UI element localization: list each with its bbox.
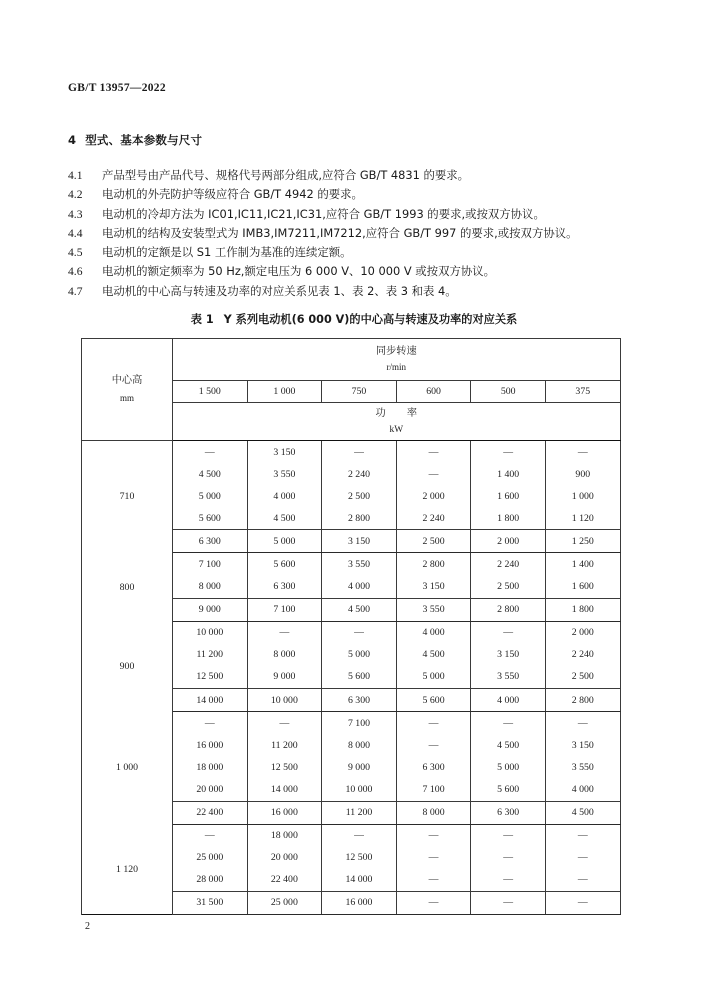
header-rpm-0: 1 500	[173, 381, 248, 403]
power-cell: —	[396, 712, 471, 735]
power-cell: 2 000	[471, 530, 546, 553]
section-heading	[68, 132, 202, 148]
power-cell: —	[396, 463, 471, 485]
clause-4-6	[68, 262, 648, 281]
table-centre-height-speed-power	[81, 338, 621, 915]
table-1-wrapper	[81, 338, 620, 915]
power-cell: 4 500	[173, 463, 248, 485]
header-rpm-1: 1 000	[247, 381, 322, 403]
power-cell: 1 400	[545, 553, 620, 576]
power-cell: 4 500	[396, 644, 471, 666]
power-cell: 5 600	[396, 689, 471, 712]
clause-text: 电动机的结构及安装型式为 IMB3,IM7211,IM7212,应符合 GB/T 997 的要求,或按双方协议。	[102, 225, 578, 240]
power-cell: 7 100	[396, 778, 471, 801]
power-cell: 14 000	[322, 869, 397, 892]
running-head: GB/T 13957—2022	[68, 82, 166, 94]
header-centre-height-title: 中心高	[111, 375, 143, 387]
power-cell: 25 000	[247, 891, 322, 914]
table-row	[82, 824, 621, 847]
power-cell: 16 000	[322, 891, 397, 914]
power-cell: 5 600	[247, 553, 322, 576]
power-cell: 14 000	[173, 689, 248, 712]
power-cell: —	[396, 824, 471, 847]
power-cell: 6 300	[322, 689, 397, 712]
power-cell: 6 300	[173, 530, 248, 553]
power-cell: 9 000	[247, 666, 322, 689]
power-cell: 1 120	[545, 507, 620, 530]
power-cell: 14 000	[247, 778, 322, 801]
power-cell: 20 000	[173, 778, 248, 801]
header-rpm-2: 750	[322, 381, 397, 403]
power-cell: 10 000	[247, 689, 322, 712]
power-cell: 2 500	[322, 485, 397, 507]
power-cell: 2 500	[471, 576, 546, 599]
power-cell: 12 500	[247, 756, 322, 778]
power-cell: —	[471, 621, 546, 644]
table-body	[82, 441, 621, 915]
clause-4-7	[68, 282, 648, 301]
power-cell: 2 800	[396, 553, 471, 576]
power-cell: —	[247, 621, 322, 644]
clause-number: 4.2	[68, 188, 83, 202]
centre-height-value: 900	[82, 621, 173, 711]
power-cell: 2 500	[545, 666, 620, 689]
power-cell: 2 240	[396, 507, 471, 530]
power-cell: 1 600	[471, 485, 546, 507]
power-cell: 9 000	[173, 598, 248, 621]
power-cell: 1 400	[471, 463, 546, 485]
power-cell: 2 800	[322, 507, 397, 530]
power-cell: 18 000	[247, 824, 322, 847]
power-cell: —	[471, 712, 546, 735]
clause-4-3	[68, 205, 648, 224]
power-cell: 2 000	[545, 621, 620, 644]
power-cell: 900	[545, 463, 620, 485]
power-cell: 4 000	[471, 689, 546, 712]
clause-text: 电动机的冷却方法为 IC01,IC11,IC21,IC31,应符合 GB/T 1993 的要求,或按双方协议。	[102, 206, 545, 221]
power-cell: 3 550	[545, 756, 620, 778]
power-cell: 8 000	[173, 576, 248, 599]
clause-4-4	[68, 224, 648, 243]
power-cell: 5 000	[173, 485, 248, 507]
header-sync-speed-unit: r/min	[386, 362, 407, 373]
clause-number: 4.1	[68, 169, 83, 182]
power-cell: 18 000	[173, 756, 248, 778]
power-cell: 2 240	[545, 644, 620, 666]
power-cell: 3 550	[471, 666, 546, 689]
clause-text: 电动机的外壳防护等级应符合 GB/T 4942 的要求。	[102, 187, 363, 202]
power-cell: 8 000	[396, 801, 471, 824]
power-cell: —	[545, 441, 620, 464]
power-cell: —	[545, 712, 620, 735]
power-cell: 12 500	[173, 666, 248, 689]
power-cell: 11 200	[173, 644, 248, 666]
power-cell: 3 150	[247, 441, 322, 464]
power-cell: 6 300	[471, 801, 546, 824]
power-cell: 4 500	[322, 598, 397, 621]
section-title: 型式、基本参数与尺寸	[85, 133, 203, 147]
header-centre-height	[82, 339, 173, 441]
clause-4-1	[68, 166, 648, 185]
clause-4-5	[68, 243, 648, 262]
power-cell: —	[322, 621, 397, 644]
table-caption	[0, 311, 708, 327]
power-cell: 5 600	[322, 666, 397, 689]
power-cell: 1 800	[471, 507, 546, 530]
power-cell: —	[471, 847, 546, 869]
header-centre-height-unit: mm	[119, 392, 134, 403]
power-cell: 11 200	[247, 734, 322, 756]
header-power-unit: kW	[389, 424, 404, 435]
clause-text: 电动机的额定频率为 50 Hz,额定电压为 6 000 V、10 000 V 或按双方协议。	[102, 264, 496, 279]
centre-height-value: 800	[82, 553, 173, 621]
power-cell: 22 400	[173, 801, 248, 824]
centre-height-value: 1 000	[82, 712, 173, 824]
power-cell: 12 500	[322, 847, 397, 869]
clause-4-2	[68, 185, 648, 204]
header-power-title: 功 率	[375, 408, 427, 420]
header-row-speed	[82, 339, 621, 381]
centre-height-value: 710	[82, 441, 173, 553]
power-cell: 4 500	[471, 734, 546, 756]
power-cell: —	[471, 891, 546, 914]
power-cell: 22 400	[247, 869, 322, 892]
page-number: 2	[85, 921, 90, 932]
power-cell: —	[545, 824, 620, 847]
power-cell: 7 100	[247, 598, 322, 621]
power-cell: —	[396, 441, 471, 464]
power-cell: 4 500	[247, 507, 322, 530]
power-cell: 10 000	[322, 778, 397, 801]
clause-number: 4.3	[68, 207, 83, 221]
power-cell: 25 000	[173, 847, 248, 869]
power-cell: 4 000	[247, 485, 322, 507]
power-cell: —	[396, 734, 471, 756]
table-row	[82, 621, 621, 644]
power-cell: 4 000	[545, 778, 620, 801]
power-cell: 1 600	[545, 576, 620, 599]
power-cell: —	[545, 847, 620, 869]
header-power	[173, 403, 621, 441]
power-cell: 3 550	[322, 553, 397, 576]
power-cell: 2 500	[396, 530, 471, 553]
power-cell: 7 100	[173, 553, 248, 576]
power-cell: 3 150	[545, 734, 620, 756]
power-cell: 3 150	[322, 530, 397, 553]
power-cell: 2 240	[471, 553, 546, 576]
header-rpm-5: 375	[545, 381, 620, 403]
clause-text: 电动机的定额是以 S1 工作制为基准的连续定额。	[102, 245, 352, 260]
clause-list	[68, 166, 648, 301]
power-cell: 28 000	[173, 869, 248, 892]
table-caption-text: Y 系列电动机(6 000 V)的中心高与转速及功率的对应关系	[223, 313, 518, 326]
power-cell: —	[173, 824, 248, 847]
power-cell: 7 100	[322, 712, 397, 735]
power-cell: 1 800	[545, 598, 620, 621]
power-cell: 16 000	[173, 734, 248, 756]
power-cell: 31 500	[173, 891, 248, 914]
header-sync-speed	[173, 339, 621, 381]
power-cell: —	[322, 441, 397, 464]
power-cell: 4 500	[545, 801, 620, 824]
power-cell: 20 000	[247, 847, 322, 869]
power-cell: 1 250	[545, 530, 620, 553]
power-cell: 9 000	[322, 756, 397, 778]
power-cell: 5 600	[173, 507, 248, 530]
power-cell: 2 000	[396, 485, 471, 507]
power-cell: 3 150	[471, 644, 546, 666]
power-cell: —	[396, 891, 471, 914]
power-cell: —	[396, 847, 471, 869]
power-cell: 10 000	[173, 621, 248, 644]
power-cell: 3 550	[247, 463, 322, 485]
power-cell: —	[173, 441, 248, 464]
power-cell: 8 000	[322, 734, 397, 756]
power-cell: —	[471, 824, 546, 847]
power-cell: 6 300	[247, 576, 322, 599]
power-cell: —	[471, 869, 546, 892]
table-row	[82, 553, 621, 576]
power-cell: 2 800	[471, 598, 546, 621]
power-cell: —	[471, 441, 546, 464]
power-cell: 3 550	[396, 598, 471, 621]
power-cell: —	[396, 869, 471, 892]
clause-text: 产品型号由产品代号、规格代号两部分组成,应符合 GB/T 4831 的要求。	[102, 168, 470, 182]
clause-number: 4.6	[68, 265, 83, 279]
power-cell: 2 240	[322, 463, 397, 485]
centre-height-value: 1 120	[82, 824, 173, 914]
power-cell: 4 000	[322, 576, 397, 599]
section-number: 4	[68, 133, 77, 147]
table-head	[82, 339, 621, 441]
clause-number: 4.4	[68, 226, 83, 240]
table-row	[82, 712, 621, 735]
power-cell: 4 000	[396, 621, 471, 644]
header-sync-speed-title: 同步转速	[375, 345, 417, 357]
power-cell: 1 000	[545, 485, 620, 507]
power-cell: —	[322, 824, 397, 847]
power-cell: —	[247, 712, 322, 735]
power-cell: 5 000	[247, 530, 322, 553]
power-cell: 11 200	[322, 801, 397, 824]
table-caption-label: 表 1	[190, 313, 214, 326]
table-row	[82, 441, 621, 464]
power-cell: 3 150	[396, 576, 471, 599]
power-cell: 5 600	[471, 778, 546, 801]
header-rpm-4: 500	[471, 381, 546, 403]
power-cell: —	[545, 869, 620, 892]
power-cell: —	[545, 891, 620, 914]
clause-number: 4.5	[68, 246, 83, 260]
power-cell: 8 000	[247, 644, 322, 666]
clause-number: 4.7	[68, 284, 83, 298]
clause-text: 电动机的中心高与转速及功率的对应关系见表 1、表 2、表 3 和表 4。	[102, 283, 457, 298]
header-rpm-3: 600	[396, 381, 471, 403]
power-cell: —	[173, 712, 248, 735]
power-cell: 16 000	[247, 801, 322, 824]
power-cell: 5 000	[322, 644, 397, 666]
power-cell: 6 300	[396, 756, 471, 778]
power-cell: 5 000	[396, 666, 471, 689]
power-cell: 2 800	[545, 689, 620, 712]
power-cell: 5 000	[471, 756, 546, 778]
